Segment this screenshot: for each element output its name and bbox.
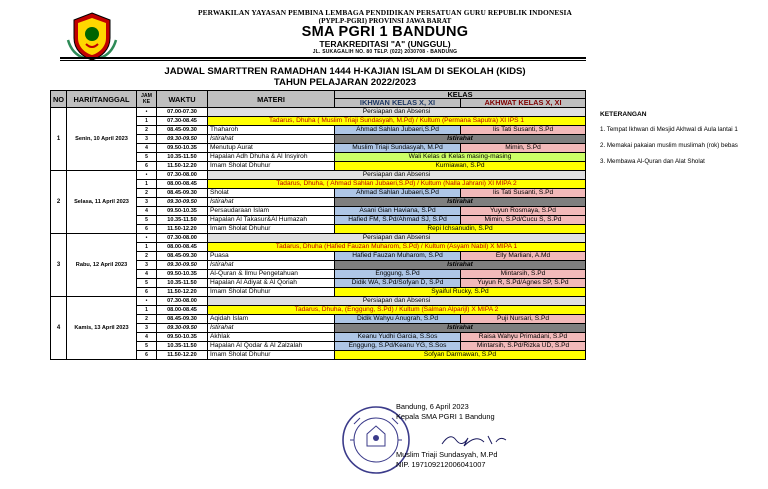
time-cell: 09.30-09.50 <box>157 324 208 333</box>
time-cell: 09.30-09.50 <box>157 198 208 207</box>
time-cell: 09.50-10.35 <box>157 333 208 342</box>
materi-cell: Persaudaraan Islam <box>208 207 335 216</box>
school-name: SMA PGRI 1 BANDUNG <box>301 24 469 40</box>
col-materi: MATERI <box>208 91 335 108</box>
ikhwan-teacher-cell: Didik WA, S.Pd/Sofyan D, S.Pd <box>335 279 461 288</box>
accreditation: TERAKREDITASI "A" (UNGGUL) <box>319 39 451 49</box>
materi-cell: Puasa <box>208 252 335 261</box>
table-row <box>51 171 586 180</box>
col-kelas: KELAS <box>335 91 586 99</box>
note-item: 2. Memakai pakaian muslim muslimah (rok) bebas <box>600 142 738 149</box>
akhwat-teacher-cell: Elly Marliani, A.Md <box>461 252 586 261</box>
time-cell: 10.35-11.50 <box>157 153 208 162</box>
activity-cell: Persiapan dan Absensi <box>208 297 586 306</box>
jam-cell: 1 <box>137 306 157 315</box>
time-cell: 09.30-09.50 <box>157 135 208 144</box>
time-cell: 07.30-08.45 <box>157 117 208 126</box>
teacher-cell: Sofyan Darmawan, S.Pd <box>335 351 586 360</box>
jam-cell: 2 <box>137 315 157 324</box>
materi-cell: Imam Sholat Dhuhur <box>208 225 335 234</box>
akhwat-teacher-cell: Iis Tati Susanti, S.Pd <box>461 189 586 198</box>
col-time: WAKTU <box>157 91 208 108</box>
jam-cell: 3 <box>137 261 157 270</box>
schedule-title: JADWAL SMARTTREN RAMADHAN 1444 H-KAJIAN ISLAM DI SEKOLAH (KIDS) <box>164 66 526 77</box>
jam-cell: • <box>137 234 157 243</box>
ikhwan-teacher-cell: Asani Gian Haviana, S.Pd <box>335 207 461 216</box>
break-cell: Istirahat <box>335 135 586 144</box>
day-number: 4 <box>51 297 67 360</box>
time-cell: 08.45-09.30 <box>157 252 208 261</box>
akhwat-teacher-cell: Yuyun R, S.Pd/Agnes SP, S.Pd <box>461 279 586 288</box>
ikhwan-teacher-cell: Enggung, S.Pd/Keanu YG, S.Sos <box>335 342 461 351</box>
schedule-subtitle: TAHUN PELAJARAN 2022/2023 <box>273 77 417 88</box>
schedule-table <box>50 90 586 360</box>
day-label: Selasa, 11 April 2023 <box>67 171 137 234</box>
header-divider <box>60 57 586 59</box>
signature-place-date: Bandung, 6 April 2023 <box>396 402 469 411</box>
jam-cell: 1 <box>137 117 157 126</box>
break-cell: Istirahat <box>335 324 586 333</box>
jam-cell: • <box>137 108 157 117</box>
teacher-cell: Syaiful Rucky, S.Pd <box>335 288 586 297</box>
time-cell: 09.50-10.35 <box>157 207 208 216</box>
materi-cell: Sholat <box>208 189 335 198</box>
jam-cell: 5 <box>137 216 157 225</box>
jam-cell: • <box>137 297 157 306</box>
activity-cell: Tadarus, Dhuha (Hafied Fauzan Muharom, S.Pd) / Kultum (Asyam Nabil) X MIPA 1 <box>208 243 586 252</box>
col-no: NO <box>51 91 67 108</box>
time-cell: 10.35-11.50 <box>157 216 208 225</box>
time-cell: 08.00-08.45 <box>157 306 208 315</box>
signature-icon <box>440 428 510 450</box>
time-cell: 07.30-08.00 <box>157 171 208 180</box>
jam-cell: 4 <box>137 270 157 279</box>
jam-cell: 3 <box>137 198 157 207</box>
jam-cell: 6 <box>137 351 157 360</box>
time-cell: 11.50-12.20 <box>157 225 208 234</box>
letterhead <box>0 0 768 64</box>
jam-cell: 6 <box>137 162 157 171</box>
materi-cell: Hapalan Al Adiyat & Al Qoriah <box>208 279 335 288</box>
materi-cell: Imam Sholat Dhuhur <box>208 351 335 360</box>
teacher-cell: Wali Kelas di Kelas masing-masing <box>335 153 586 162</box>
time-cell: 08.00-08.45 <box>157 180 208 189</box>
ikhwan-teacher-cell: Hafied Fauzan Muharom, S.Pd <box>335 252 461 261</box>
break-cell: Istirahat <box>335 261 586 270</box>
time-cell: 09.50-10.35 <box>157 270 208 279</box>
ikhwan-teacher-cell: Hafied FM, S.Pd/Ahmad SJ, S.Pd <box>335 216 461 225</box>
notes-title: KETERANGAN <box>600 111 647 118</box>
table-row <box>51 297 586 306</box>
materi-cell: Imam Sholat Dhuhur <box>208 162 335 171</box>
pgri-logo-icon <box>66 10 118 62</box>
ikhwan-teacher-cell: Muslim Triaji Sundasyah, M.Pd <box>335 144 461 153</box>
jam-cell: 3 <box>137 135 157 144</box>
header-line2: (PYPLP-PGRI) PROVINSI JAWA BARAT <box>318 17 452 25</box>
signature-position: Kepala SMA PGRI 1 Bandung <box>396 412 495 421</box>
time-cell: 07.30-08.00 <box>157 234 208 243</box>
ikhwan-teacher-cell: Ahmad Sahlan Jubaeri,S.Pd <box>335 189 461 198</box>
akhwat-teacher-cell: Mintarsih, S.Pd/Rizka UD, S.Pd <box>461 342 586 351</box>
jam-cell: 2 <box>137 126 157 135</box>
time-cell: 11.50-12.20 <box>157 351 208 360</box>
activity-cell: Tadarus, Dhuha ( Muslim Triaji Sundasyah, M.Pd) / Kultum (Permana Saputra) XI IPS 1 <box>208 117 586 126</box>
time-cell: 07.30-08.00 <box>157 297 208 306</box>
activity-cell: Persiapan dan Absensi <box>208 171 586 180</box>
jam-cell: 5 <box>137 153 157 162</box>
activity-cell: Tadarus, Dhuha, (Enggung, S.Pd) / Kultum (Salman Alparijl) X MIPA 2 <box>208 306 586 315</box>
time-cell: 11.50-12.20 <box>157 162 208 171</box>
day-label: Kamis, 13 April 2023 <box>67 297 137 360</box>
day-number: 2 <box>51 171 67 234</box>
jam-cell: 6 <box>137 288 157 297</box>
akhwat-teacher-cell: Yuyun Rosmaya, S.Pd <box>461 207 586 216</box>
time-cell: 08.00-08.45 <box>157 243 208 252</box>
note-item: 3. Membawa Al-Quran dan Alat Sholat <box>600 158 705 165</box>
school-address: JL. SUKAGALIH NO. 80 TELP. (022) 2030708 - BANDUNG <box>312 49 458 55</box>
header-line1: PERWAKILAN YAYASAN PEMBINA LEMBAGA PENDIDIKAN PERSATUAN GURU REPUBLIK INDONESIA <box>198 8 572 17</box>
time-cell: 09.50-10.35 <box>157 144 208 153</box>
header-divider-thin <box>60 60 586 61</box>
materi-cell: Imam Sholat Dhuhur <box>208 288 335 297</box>
ikhwan-teacher-cell: Didik Wahyu Anugrah, S.Pd <box>335 315 461 324</box>
day-number: 1 <box>51 108 67 171</box>
materi-cell: Istirahat <box>208 261 335 270</box>
jam-cell: 1 <box>137 180 157 189</box>
jam-cell: 3 <box>137 324 157 333</box>
table-row <box>51 108 586 117</box>
akhwat-teacher-cell: Puji Nursari, S.Pd <box>461 315 586 324</box>
materi-cell: Menutup Aurat <box>208 144 335 153</box>
jam-cell: 4 <box>137 207 157 216</box>
jam-cell: • <box>137 171 157 180</box>
time-cell: 09.30-09.50 <box>157 261 208 270</box>
jam-cell: 4 <box>137 144 157 153</box>
time-cell: 07.00-07.30 <box>157 108 208 117</box>
time-cell: 08.45-09.30 <box>157 126 208 135</box>
day-label: Rabu, 12 April 2023 <box>67 234 137 297</box>
teacher-cell: Kurniawan, S.Pd <box>335 162 586 171</box>
jam-cell: 5 <box>137 279 157 288</box>
akhwat-teacher-cell: Mintarsih, S.Pd <box>461 270 586 279</box>
teacher-cell: Repi Ichsanudin, S.Pd <box>335 225 586 234</box>
day-label: Senin, 10 April 2023 <box>67 108 137 171</box>
table-row <box>51 234 586 243</box>
time-cell: 08.45-09.30 <box>157 315 208 324</box>
time-cell: 11.50-12.20 <box>157 288 208 297</box>
materi-cell: Thaharoh <box>208 126 335 135</box>
akhwat-teacher-cell: Raisa Wahyu Primadani, S.Pd <box>461 333 586 342</box>
materi-cell: Akhlak <box>208 333 335 342</box>
ikhwan-teacher-cell: Ahmad Sahlan Jubaeri,S.Pd <box>335 126 461 135</box>
jam-cell: 4 <box>137 333 157 342</box>
activity-cell: Persiapan dan Absensi <box>208 108 586 117</box>
materi-cell: Hapalan Al Takasur&Al Humazah <box>208 216 335 225</box>
jam-cell: 6 <box>137 225 157 234</box>
col-ikhwan: IKHWAN KELAS X, XI <box>335 99 461 108</box>
time-cell: 08.45-09.30 <box>157 189 208 198</box>
materi-cell: Hapalan Al Qodar & Al Zalzalah <box>208 342 335 351</box>
jam-cell: 1 <box>137 243 157 252</box>
col-akhwat: AKHWAT KELAS X, XI <box>461 99 586 108</box>
day-number: 3 <box>51 234 67 297</box>
jam-cell: 2 <box>137 252 157 261</box>
notes-panel <box>600 111 760 174</box>
ikhwan-teacher-cell: Enggung, S.Pd <box>335 270 461 279</box>
akhwat-teacher-cell: Mimin, S.Pd <box>461 144 586 153</box>
akhwat-teacher-cell: Iis Tati Susanti, S.Pd <box>461 126 586 135</box>
materi-cell: Istirahat <box>208 135 335 144</box>
activity-cell: Persiapan dan Absensi <box>208 234 586 243</box>
time-cell: 10.35-11.50 <box>157 342 208 351</box>
col-jam: JAM KE <box>137 91 157 108</box>
break-cell: Istirahat <box>335 198 586 207</box>
signature-name: Muslim Triaji Sundasyah, M.Pd <box>396 450 498 459</box>
materi-cell: Al-Quran & Ilmu Pengetahuan <box>208 270 335 279</box>
materi-cell: Hapalan Adh Dhuha & Al Insyiroh <box>208 153 335 162</box>
ikhwan-teacher-cell: Keanu Yudhi Garcia, S.Sos <box>335 333 461 342</box>
materi-cell: Istirahat <box>208 324 335 333</box>
akhwat-teacher-cell: Mimin, S.Pd/Cucu S, S.Pd <box>461 216 586 225</box>
note-item: 1. Tempat Ikhwan di Mesjid Akhwal di Aula lantai 1 <box>600 126 738 133</box>
materi-cell: Aqidah Islam <box>208 315 335 324</box>
materi-cell: Istirahat <box>208 198 335 207</box>
jam-cell: 2 <box>137 189 157 198</box>
activity-cell: Tadarus, Dhuha, ( Ahmad Sahlan Jubaeri,S.Pd) / Kultum (Nalla Jahrani) XI MIPA 2 <box>208 180 586 189</box>
col-day: HARI/TANGGAL <box>67 91 137 108</box>
jam-cell: 5 <box>137 342 157 351</box>
signature-nip: NIP. 197109212006041007 <box>396 460 486 469</box>
time-cell: 10.35-11.50 <box>157 279 208 288</box>
